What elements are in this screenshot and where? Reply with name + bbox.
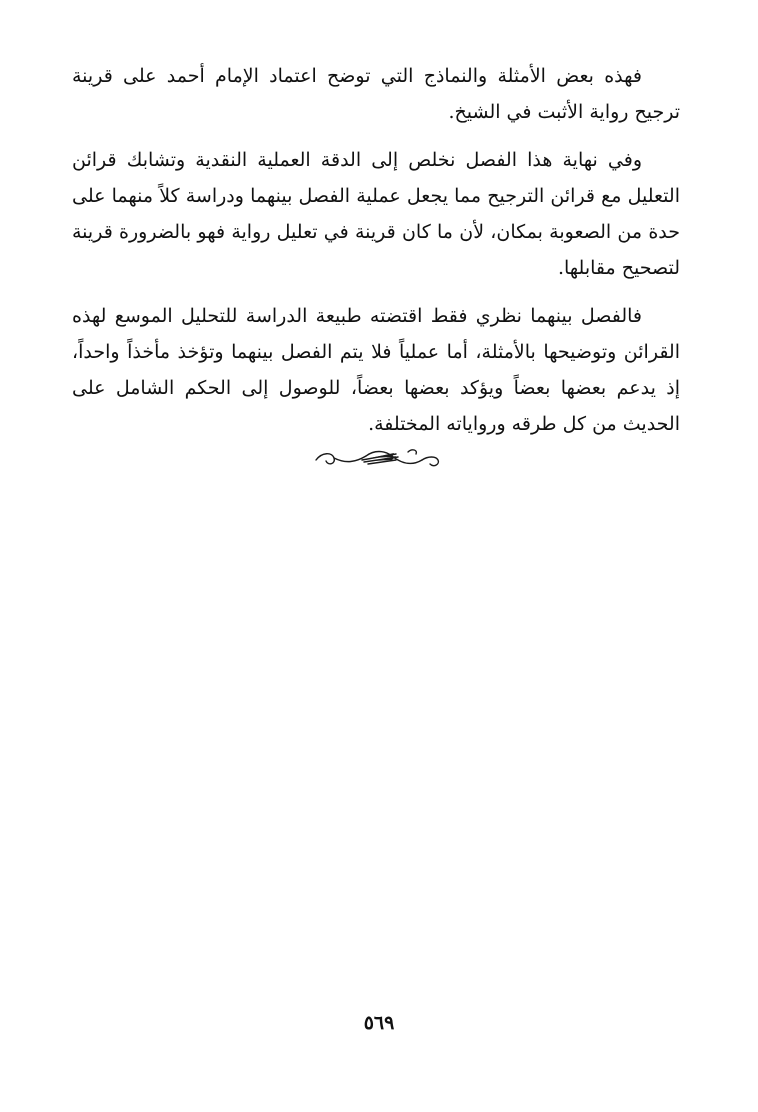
page-body <box>72 58 680 454</box>
paragraph-1: فهذه بعض الأمثلة والنماذج التي توضح اعتماد الإمام أحمد على قرينة ترجيح رواية الأثبت في الشيخ. <box>72 65 680 123</box>
paragraph-2: وفي نهاية هذا الفصل نخلص إلى الدقة العملية النقدية وتشابك قرائن التعليل مع قرائن الترجيح مما يجعل عملية الفصل بينهما ودراسة كلاً منهما على حدة من الصعوبة بمكان، لأن ما كان قرينة في تعليل رواية فهو بالضرورة قرينة لتصحيح مقابلها. <box>72 149 680 279</box>
decorative-divider-icon <box>312 444 444 472</box>
paragraph-3: فالفصل بينهما نظري فقط اقتضته طبيعة الدراسة للتحليل الموسع لهذه القرائن وتوضيحها بالأمثلة، أما عملياً فلا يتم الفصل بينهما وتؤخذ مأخذاً واحداً، إذ يدعم بعضها بعضاً ويؤكد بعضها بعضاً، للوصول إلى الحكم الشامل على الحديث من كل طرقه ورواياته المختلفة. <box>72 305 680 435</box>
page-number: ٥٦٩ <box>363 1012 395 1034</box>
